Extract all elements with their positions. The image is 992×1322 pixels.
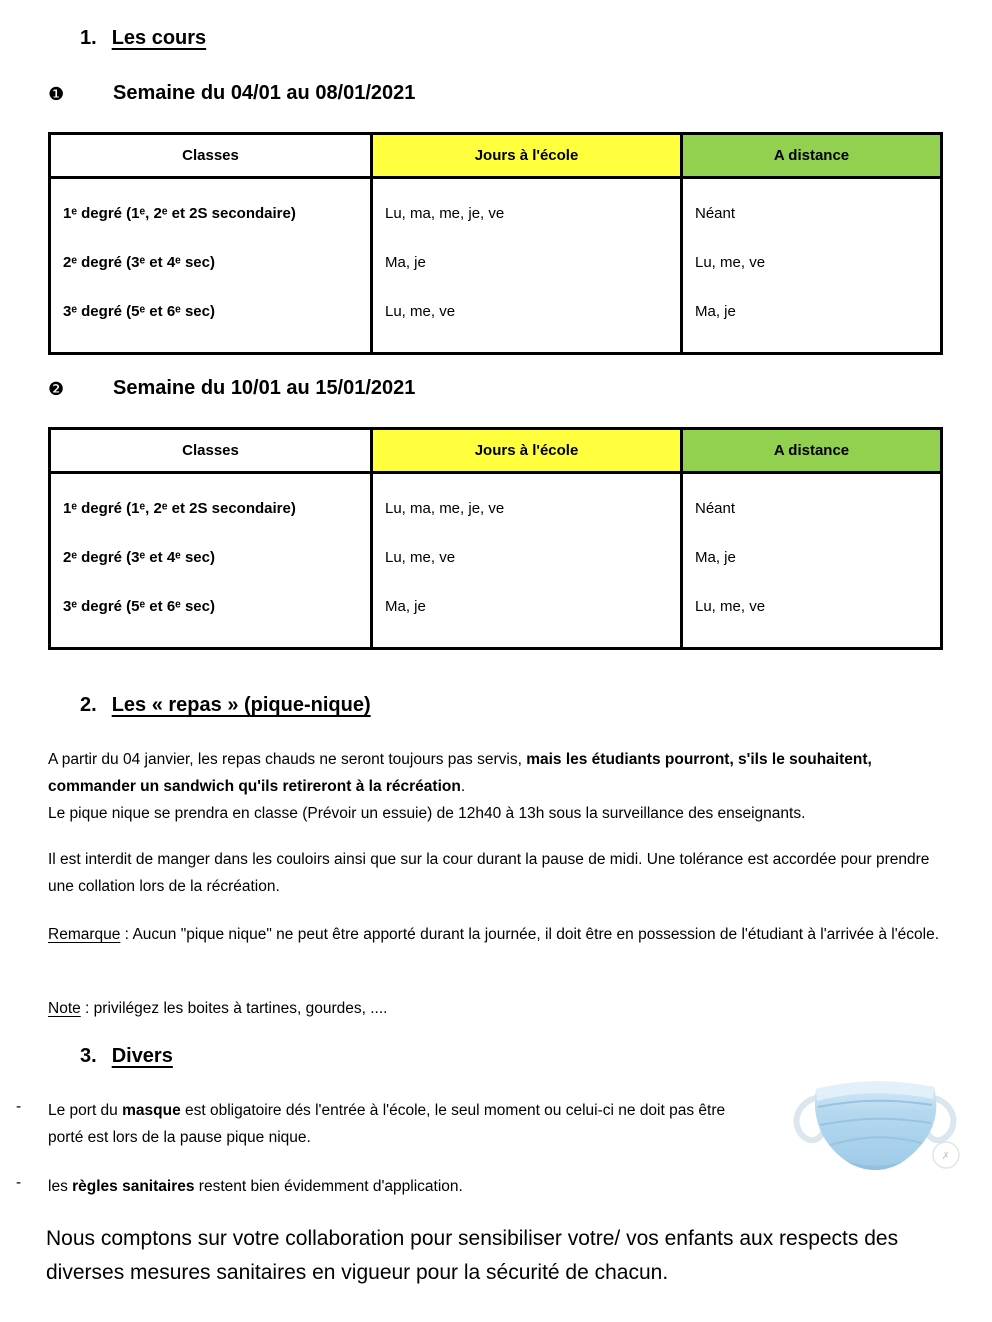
cell-distance (682, 473, 942, 649)
b1-bold: masque (122, 1102, 181, 1119)
distance-days: Ma, je (695, 303, 736, 320)
note-paragraph (48, 995, 954, 1022)
repas-paragraph-2 (48, 846, 954, 900)
p2-text: Il est interdit de manger dans les couloirs ainsi que sur la cour durant la pause de midi. Une tolérance est accordée pour prendre une collation lors de la récréation. (48, 851, 930, 895)
table-header-row (50, 429, 942, 473)
section-heading-repas (80, 694, 371, 717)
circled-one-icon: ❶ (48, 84, 65, 104)
p1-line2: Le pique nique se prendra en classe (Prévoir un essuie) de 12h40 à 13h sous la surveillance des enseignants. (48, 805, 806, 822)
b1-pre: Le port du (48, 1102, 123, 1119)
header-ecole: Jours à l'école (372, 429, 682, 473)
classe-label: 1ᵉ degré (1ᵉ, 2ᵉ et 2S secondaire) (63, 205, 296, 222)
ecole-days: Ma, je (385, 598, 426, 615)
b2-post: restent bien évidemment d'application. (194, 1178, 463, 1195)
distance-days: Ma, je (695, 549, 736, 566)
ecole-days: Lu, ma, me, je, ve (385, 500, 505, 517)
bullet-dash: - (16, 1098, 22, 1115)
section-heading-divers (80, 1045, 173, 1068)
b2-bold: règles sanitaires (72, 1178, 195, 1195)
cell-distance (682, 178, 942, 354)
cell-classes (50, 178, 372, 354)
section-title: Les « repas » (pique-nique) (111, 694, 371, 716)
repas-paragraph-1 (48, 746, 954, 827)
header-classes: Classes (50, 134, 372, 178)
surgical-mask-image (786, 1063, 964, 1185)
remarque-paragraph (48, 921, 954, 948)
table-header-row (50, 134, 942, 178)
ecole-days: Lu, me, ve (385, 303, 456, 320)
p1-bold: mais les étudiants pourront, s'ils le souhaitent, commander un sandwich qu'ils retireront à la récréation (48, 751, 872, 795)
ecole-days: Lu, ma, me, je, ve (385, 205, 505, 222)
schedule-table-week-2 (48, 427, 943, 650)
ecole-days: Ma, je (385, 254, 426, 271)
section-number: 2. (80, 694, 97, 716)
divers-bullet-1 (48, 1097, 763, 1151)
section-heading-cours (80, 27, 206, 50)
closing-paragraph: Nous comptons sur votre collaboration pour sensibiliser votre/ vos enfants aux respects des diverses mesures sanitaires en vigueur pour la sécurité de chacun. (46, 1227, 899, 1284)
classe-label: 3ᵉ degré (5ᵉ et 6ᵉ sec) (63, 303, 215, 320)
cell-ecole (372, 473, 682, 649)
section-title: Les cours (111, 27, 207, 49)
classe-label: 1ᵉ degré (1ᵉ, 2ᵉ et 2S secondaire) (63, 500, 296, 517)
schedule-table-week-1 (48, 132, 943, 355)
section-title: Divers (111, 1045, 173, 1067)
header-distance: A distance (682, 134, 942, 178)
b1-post: est obligatoire dés l'entrée à l'école, le seul moment ou celui-ci ne doit pas être porté est lors de la pause pique nique. (48, 1102, 726, 1146)
week-1-title: Semaine du 04/01 au 08/01/2021 (113, 82, 416, 104)
ecole-days: Lu, me, ve (385, 549, 456, 566)
table-body-row (50, 178, 942, 354)
remarque-text: : Aucun "pique nique" ne peut être apporté durant la journée, il doit être en possession de l'étudiant à l'arrivée à l'école. (120, 926, 940, 943)
header-ecole: Jours à l'école (372, 134, 682, 178)
cell-classes (50, 473, 372, 649)
note-label: Note (48, 1000, 81, 1017)
bullet-dash: - (16, 1174, 22, 1191)
p1-normal: A partir du 04 janvier, les repas chauds ne seront toujours pas servis, (48, 751, 527, 768)
b2-pre: les (48, 1178, 73, 1195)
divers-bullet-2 (48, 1173, 763, 1200)
section-number: 3. (80, 1045, 97, 1067)
header-classes: Classes (50, 429, 372, 473)
watermark-glyph: ✗ (941, 1151, 951, 1162)
distance-days: Lu, me, ve (695, 598, 766, 615)
week-2-title: Semaine du 10/01 au 15/01/2021 (113, 377, 416, 399)
p1-end: . (460, 778, 466, 795)
note-text: : privilégez les boites à tartines, gourdes, .... (80, 1000, 388, 1017)
classe-label: 3ᵉ degré (5ᵉ et 6ᵉ sec) (63, 598, 215, 615)
section-number: 1. (80, 27, 97, 49)
header-distance: A distance (682, 429, 942, 473)
table-body-row (50, 473, 942, 649)
distance-days: Lu, me, ve (695, 254, 766, 271)
classe-label: 2ᵉ degré (3ᵉ et 4ᵉ sec) (63, 549, 215, 566)
remarque-label: Remarque (48, 926, 121, 943)
distance-days: Néant (695, 500, 736, 517)
circled-two-icon: ❷ (48, 379, 65, 399)
distance-days: Néant (695, 205, 736, 222)
classe-label: 2ᵉ degré (3ᵉ et 4ᵉ sec) (63, 254, 215, 271)
cell-ecole (372, 178, 682, 354)
